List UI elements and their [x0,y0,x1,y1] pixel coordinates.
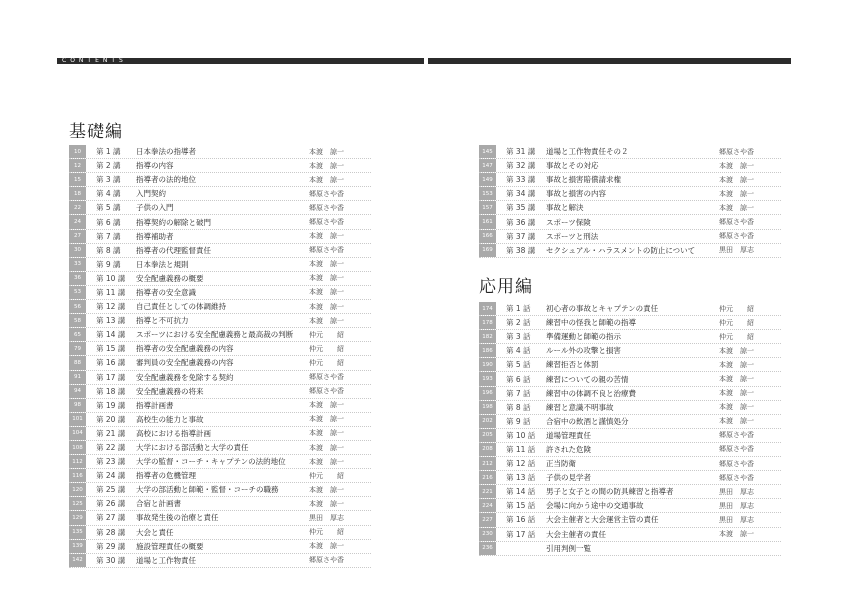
chapter-title: 指導者の安全配慮義務の内容 [136,344,234,354]
page-number: 221 [479,485,496,498]
chapter-title: 子供の入門 [136,203,174,213]
chapter-author: 本渡 諒一 [719,375,754,384]
chapter-number: 第 12 講 [96,302,126,312]
chapter-number: 第 29 講 [96,541,126,551]
toc-row[interactable] [69,469,371,483]
chapter-title: 事故と損害賠償請求権 [546,175,621,185]
page-number: 174 [479,302,496,315]
toc-row[interactable] [479,372,781,386]
page-number: 190 [479,358,496,371]
chapter-number: 第 6 話 [506,374,531,384]
page-number: 88 [69,356,86,369]
page-number: 27 [69,230,86,243]
toc-row[interactable] [479,201,781,215]
toc-row[interactable] [479,215,781,229]
toc-row[interactable] [69,230,371,244]
chapter-number: 第 16 講 [96,358,126,368]
page-number: 129 [69,511,86,524]
toc-row[interactable] [69,385,371,399]
chapter-title: 大学の部活動と師範・監督・コーチの職務 [136,485,279,495]
chapter-author: 仲元 紹 [309,330,344,339]
chapter-author: 本渡 諒一 [719,175,754,184]
toc-row[interactable] [69,399,371,413]
chapter-author: 郷原さや香 [719,473,754,482]
toc-row[interactable] [69,413,371,427]
toc-row[interactable] [479,485,781,499]
toc-row[interactable] [69,455,371,469]
chapter-author: 本渡 諒一 [309,147,344,156]
toc-row[interactable] [479,344,781,358]
chapter-number: 第 17 話 [506,529,536,539]
chapter-title: 自己責任としての体調維持 [136,302,226,312]
page-number: 91 [69,371,86,384]
chapter-author: 仲元 紹 [309,344,344,353]
toc-row[interactable] [69,554,371,568]
toc-row[interactable] [69,286,371,300]
chapter-number: 第 7 講 [96,231,121,241]
toc-row[interactable] [69,497,371,511]
page-number: 208 [479,443,496,456]
chapter-number: 第 6 講 [96,217,121,227]
chapter-author: 郷原さや香 [309,246,344,255]
toc-row[interactable] [479,542,781,556]
page-number: 104 [69,427,86,440]
chapter-number: 第 4 講 [96,189,121,199]
toc-row[interactable] [69,201,371,215]
chapter-number: 第 14 講 [96,330,126,340]
chapter-author: 郷原さや香 [719,147,754,156]
toc-row[interactable] [479,187,781,201]
chapter-author: 本渡 諒一 [309,260,344,269]
chapter-title: スポーツ保険 [546,217,591,227]
page-number: 145 [479,145,496,158]
page-number: 116 [69,469,86,482]
page-number: 149 [479,173,496,186]
chapter-title: セクシュアル・ハラスメントの防止について [546,245,696,255]
chapter-title: 指導契約の解除と破門 [136,217,211,227]
chapter-author: 黒田 厚志 [719,515,754,524]
chapter-author: 本渡 諒一 [309,161,344,170]
page-number: 178 [479,316,496,329]
page-number: 108 [69,441,86,454]
page-number: 10 [69,145,86,158]
chapter-title: 準備運動と師範の指示 [546,332,621,342]
chapter-number: 第 32 講 [506,161,536,171]
chapter-title: 指導の内容 [136,161,174,171]
page-number: 182 [479,330,496,343]
page-number: 18 [69,187,86,200]
chapter-author: 本渡 諒一 [719,417,754,426]
chapter-title: 道場と工作物責任その２ [546,147,629,157]
chapter-title: 合宿と計画書 [136,499,181,509]
toc-row[interactable] [69,511,371,525]
chapter-number: 第 2 講 [96,161,121,171]
toc-row[interactable] [479,159,781,173]
page-number: 24 [69,215,86,228]
page-number: 125 [69,497,86,510]
toc-row[interactable] [69,342,371,356]
chapter-number: 第 8 講 [96,245,121,255]
chapter-title: 道場と工作物責任 [136,555,196,565]
chapter-title: 大会と責任 [136,527,174,537]
toc-row[interactable] [69,441,371,455]
chapter-title: 指導者の代理監督責任 [136,245,211,255]
chapter-number: 第 30 講 [96,555,126,565]
chapter-title: 子供の見学者 [546,473,591,483]
chapter-author: 仲元 紹 [309,471,344,480]
toc-row[interactable] [479,358,781,372]
chapter-author: 仲元 紹 [719,318,754,327]
chapter-title: 大会主催者の責任 [546,529,606,539]
toc-row[interactable] [69,540,371,554]
page-number: 186 [479,344,496,357]
page-number: 193 [479,372,496,385]
chapter-title: 合宿中の飲酒と謹慎処分 [546,416,629,426]
chapter-number: 第 3 話 [506,332,531,342]
page-number: 53 [69,286,86,299]
page-number: 205 [479,429,496,442]
chapter-title: 指導補助者 [136,231,174,241]
page-number: 65 [69,328,86,341]
toc-row[interactable] [69,159,371,173]
chapter-author: 仲元 紹 [309,528,344,537]
page-number: 98 [69,399,86,412]
chapter-number: 第 12 話 [506,459,536,469]
chapter-title: 大学の監督・コーチ・キャプテンの法的地位 [136,457,286,467]
chapter-number: 第 13 講 [96,316,126,326]
chapter-author: 本渡 諒一 [309,415,344,424]
toc-row[interactable] [479,302,781,316]
page-number: 139 [69,540,86,553]
section-title-kiso: 基礎編 [69,122,123,142]
chapter-author: 本渡 諒一 [309,274,344,283]
chapter-title: 許された危険 [546,444,591,454]
chapter-author: 本渡 諒一 [309,401,344,410]
chapter-number: 第 27 講 [96,513,126,523]
section-title-oyo: 応用編 [479,277,533,297]
chapter-author: 郷原さや香 [309,556,344,565]
chapter-author: 本渡 諒一 [309,302,344,311]
toc-row[interactable] [479,316,781,330]
chapter-title: 大会主催者と大会運営主管の責任 [546,515,659,525]
chapter-number: 第 37 講 [506,231,536,241]
toc-row[interactable] [69,258,371,272]
toc-row[interactable] [479,528,781,542]
chapter-number: 第 35 講 [506,203,536,213]
chapter-number: 第 17 講 [96,372,126,382]
chapter-title: 施設管理責任の概要 [136,541,204,551]
page-number: 33 [69,258,86,271]
chapter-author: 郷原さや香 [719,232,754,241]
page-number: 58 [69,314,86,327]
toc-row[interactable] [69,215,371,229]
chapter-author: 本渡 諒一 [719,389,754,398]
chapter-number: 第 10 話 [506,430,536,440]
chapter-author: 本渡 諒一 [309,443,344,452]
chapter-title: 練習拒否と体罰 [546,360,599,370]
chapter-title: 練習中の怪我と師範の指導 [546,318,636,328]
chapter-author: 郷原さや香 [719,431,754,440]
chapter-title: 道場管理責任 [546,430,591,440]
page-number: 224 [479,499,496,512]
chapter-title: ルール外の攻撃と損害 [546,346,621,356]
chapter-author: 本渡 諒一 [719,403,754,412]
toc-row[interactable] [479,429,781,443]
chapter-title: 入門契約 [136,189,166,199]
chapter-title: スポーツにおける安全配慮義務と最高裁の判断 [136,330,294,340]
chapter-number: 第 8 話 [506,402,531,412]
chapter-title: 練習中の体調不良と治療費 [546,388,636,398]
chapter-number: 第 5 講 [96,203,121,213]
chapter-number: 第 9 話 [506,416,531,426]
toc-row[interactable] [69,328,371,342]
chapter-author: 黒田 厚志 [719,501,754,510]
chapter-author: 本渡 諒一 [309,429,344,438]
chapter-title: 審判員の安全配慮義務の内容 [136,358,234,368]
chapter-title: 指導と不可抗力 [136,316,189,326]
chapter-number: 第 33 講 [506,175,536,185]
chapter-title: 引用判例一覧 [546,543,591,553]
page-number: 153 [479,187,496,200]
page-number: 112 [69,455,86,468]
page-number: 202 [479,415,496,428]
page-number: 161 [479,215,496,228]
chapter-title: 安全配慮義務を免除する契約 [136,372,234,382]
chapter-number: 第 22 講 [96,443,126,453]
page-number: 22 [69,201,86,214]
chapter-number: 第 21 講 [96,428,126,438]
page-number: 236 [479,542,496,555]
page-number: 56 [69,300,86,313]
chapter-number: 第 24 講 [96,471,126,481]
page-number: 227 [479,513,496,526]
chapter-author: 本渡 諒一 [309,175,344,184]
chapter-title: 高校生の能力と事故 [136,414,204,424]
toc-row[interactable] [69,145,371,159]
chapter-author: 本渡 諒一 [309,485,344,494]
chapter-number: 第 23 講 [96,457,126,467]
toc-row[interactable] [479,443,781,457]
chapter-title: スポーツと刑法 [546,231,599,241]
page-number: 166 [479,230,496,243]
toc-list-oyo [479,302,781,556]
chapter-title: 大学における部活動と大学の責任 [136,443,249,453]
page-number: 216 [479,471,496,484]
chapter-author: 本渡 諒一 [309,288,344,297]
chapter-author: 郷原さや香 [719,445,754,454]
page-number: 157 [479,201,496,214]
chapter-number: 第 20 講 [96,414,126,424]
chapter-author: 本渡 諒一 [309,542,344,551]
chapter-number: 第 28 講 [96,527,126,537]
toc-row[interactable] [69,356,371,370]
toc-row[interactable] [479,471,781,485]
chapter-author: 本渡 諒一 [309,232,344,241]
toc-row[interactable] [69,272,371,286]
header-band-right [428,58,791,64]
chapter-author: 郷原さや香 [309,203,344,212]
chapter-number: 第 18 講 [96,386,126,396]
toc-row[interactable] [69,314,371,328]
toc-row[interactable] [69,173,371,187]
chapter-title: 指導計画書 [136,400,174,410]
chapter-author: 郷原さや香 [309,387,344,396]
chapter-author: 仲元 紹 [309,358,344,367]
chapter-number: 第 1 講 [96,147,121,157]
chapter-number: 第 19 講 [96,400,126,410]
page-number: 15 [69,173,86,186]
chapter-title: 安全配慮義務の将来 [136,386,204,396]
page-number: 101 [69,413,86,426]
chapter-number: 第 34 講 [506,189,536,199]
page-number: 30 [69,244,86,257]
chapter-title: 練習についての親の苦情 [546,374,629,384]
chapter-author: 本渡 諒一 [309,499,344,508]
chapter-author: 本渡 諒一 [719,530,754,539]
chapter-number: 第 25 講 [96,485,126,495]
page-number: 196 [479,387,496,400]
toc-row[interactable] [479,145,781,159]
toc-row[interactable] [479,173,781,187]
page-number: 142 [69,554,86,567]
chapter-author: 本渡 諒一 [719,346,754,355]
toc-row[interactable] [479,387,781,401]
chapter-author: 本渡 諒一 [719,189,754,198]
toc-row[interactable] [479,415,781,429]
chapter-number: 第 38 講 [506,245,536,255]
chapter-title: 事故と損害の内容 [546,189,606,199]
chapter-number: 第 4 話 [506,346,531,356]
chapter-number: 第 5 話 [506,360,531,370]
chapter-author: 本渡 諒一 [719,360,754,369]
chapter-title: 安全配慮義務の概要 [136,273,204,283]
chapter-author: 本渡 諒一 [309,457,344,466]
page-number: 230 [479,528,496,541]
chapter-title: 日本拳法の指導者 [136,147,196,157]
toc-row[interactable] [69,371,371,385]
chapter-number: 第 2 話 [506,318,531,328]
chapter-title: 会場に向かう途中の交通事故 [546,501,644,511]
chapter-title: 事故発生後の治療と責任 [136,513,219,523]
toc-row[interactable] [69,427,371,441]
toc-row[interactable] [479,513,781,527]
toc-row[interactable] [69,526,371,540]
toc-list-kiso [69,145,371,568]
chapter-author: 郷原さや香 [719,459,754,468]
chapter-title: 男子と女子との間の防具練習と指導者 [546,487,674,497]
chapter-title: 日本拳法と規則 [136,259,189,269]
chapter-number: 第 31 講 [506,147,536,157]
toc-row[interactable] [69,244,371,258]
chapter-author: 本渡 諒一 [719,203,754,212]
chapter-author: 黒田 厚志 [309,513,344,522]
chapter-number: 第 13 話 [506,473,536,483]
page-number: 12 [69,159,86,172]
page-number: 135 [69,526,86,539]
chapter-title: 初心者の事故とキャプテンの責任 [546,304,659,314]
chapter-number: 第 26 講 [96,499,126,509]
page-number: 36 [69,272,86,285]
chapter-title: 正当防衛 [546,459,576,469]
chapter-title: 高校における指導計画 [136,428,211,438]
chapter-number: 第 10 講 [96,273,126,283]
toc-row[interactable] [479,499,781,513]
chapter-title: 事故とその対応 [546,161,599,171]
chapter-author: 本渡 諒一 [309,316,344,325]
chapter-title: 練習と意識不明事故 [546,402,614,412]
page-number: 147 [479,159,496,172]
toc-row[interactable] [479,244,781,258]
chapter-number: 第 11 講 [96,287,126,297]
chapter-number: 第 15 講 [96,344,126,354]
page-number: 198 [479,401,496,414]
chapter-number: 第 7 話 [506,388,531,398]
chapter-number: 第 3 講 [96,175,121,185]
chapter-author: 郷原さや香 [309,218,344,227]
chapter-number: 第 16 話 [506,515,536,525]
chapter-author: 仲元 紹 [719,332,754,341]
chapter-number: 第 15 話 [506,501,536,511]
page-number: 120 [69,483,86,496]
page-number: 212 [479,457,496,470]
toc-row[interactable] [479,330,781,344]
chapter-author: 郷原さや香 [309,373,344,382]
toc-row[interactable] [69,300,371,314]
chapter-title: 指導者の法的地位 [136,175,196,185]
toc-row[interactable] [479,230,781,244]
chapter-number: 第 11 話 [506,444,536,454]
toc-row[interactable] [479,457,781,471]
chapter-author: 郷原さや香 [719,218,754,227]
chapter-title: 指導者の危機管理 [136,471,196,481]
chapter-author: 郷原さや香 [309,189,344,198]
toc-row[interactable] [479,401,781,415]
toc-list-kiso-continued [479,145,781,258]
chapter-author: 本渡 諒一 [719,161,754,170]
chapter-number: 第 9 講 [96,259,121,269]
chapter-number: 第 36 講 [506,217,536,227]
page-number: 79 [69,342,86,355]
chapter-number: 第 14 話 [506,487,536,497]
chapter-author: 黒田 厚志 [719,246,754,255]
chapter-title: 事故と解決 [546,203,584,213]
chapter-number: 第 1 話 [506,304,531,314]
page-number: 169 [479,244,496,257]
toc-row[interactable] [69,187,371,201]
chapter-title: 指導者の安全意識 [136,287,196,297]
page-number: 94 [69,385,86,398]
chapter-author: 黒田 厚志 [719,487,754,496]
toc-row[interactable] [69,483,371,497]
chapter-author: 仲元 紹 [719,304,754,313]
contents-label: CONTENTS [62,57,127,64]
